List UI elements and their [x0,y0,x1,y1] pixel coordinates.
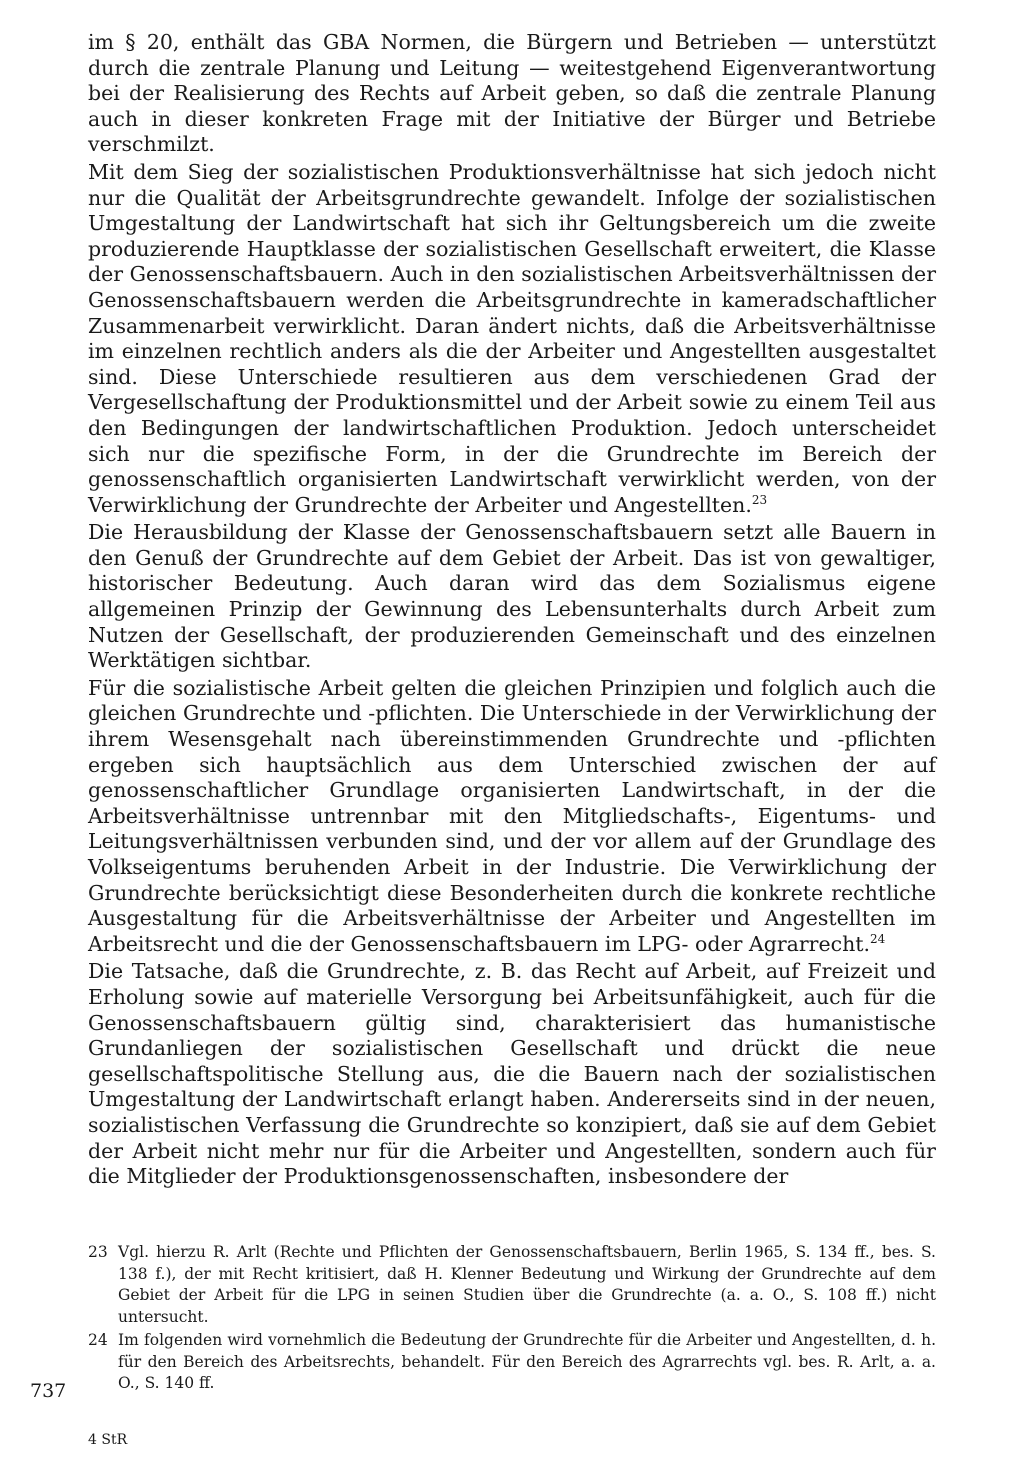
footnote-23 [88,1242,936,1328]
paragraph-4 [88,676,936,958]
footnote-number: 23 [88,1243,108,1261]
footnote-24 [88,1330,936,1395]
paragraph-1-text: im § 20, enthält das GBA Normen, die Bürgern und Betrieben — unterstützt durch die zentrale Planung und Leitung — weitestgehend Eigenverantwortung bei der Realisierung des Rechts auf Arbeit geben, so daß die zentrale Planung auch in dieser konkreten Frage mit der Initiative der Bürger und Betriebe verschmilzt. [88,30,936,157]
footnote-marker-23[interactable]: 23 [751,492,768,507]
paragraph-4-text: Für die sozialistische Arbeit gelten die gleichen Prinzipien und folglich auch die gleichen Grundrechte und -pflichten. Die Unterschiede in der Verwirklichung der ihrem Wesensgehalt nach übereinstimmenden Grundrechte und -pflichten ergeben sich hauptsächlich aus dem Unterschied zwischen der auf genossenschaftlicher Grundlage organisierten Landwirtschaft, in der die Arbeitsverhältnisse untrennbar mit den Mitgliedschafts-, Eigentums- und Leitungsverhältnissen verbunden sind, und der vor allem auf der Grundlage des Volkseigentums beruhenden Arbeit in der Industrie. Die Verwirklichung der Grundrechte berücksichtigt diese Besonderheiten durch die konkrete rechtliche Ausgestaltung für die Arbeitsverhältnisse der Arbeiter und Angestellten im Arbeitsrecht und die der Genossenschaftsbauern im LPG- oder Agrarrecht. [88,675,936,956]
paragraph-2 [88,160,936,518]
printer-signature: 4 StR [88,1432,128,1448]
body-text [88,30,936,1192]
paragraph-2-text: Mit dem Sieg der sozialistischen Produktionsverhältnisse hat sich jedoch nicht nur die Qualität der Arbeitsgrundrechte gewandelt. Infolge der sozialistischen Umgestaltung der Landwirtschaft hat sich ihr Geltungsbereich um die zweite produzierende Hauptklasse der sozialistischen Gesellschaft erweitert, die Klasse der Genossenschaftsbauern. Auch in den sozialistischen Arbeitsverhältnissen der Genossenschaftsbauern werden die Arbeitsgrundrechte in kameradschaftlicher Zusammenarbeit verwirklicht. Daran ändert nichts, daß die Arbeitsverhältnisse im einzelnen rechtlich anders als die der Arbeiter und Angestellten ausgestaltet sind. Diese Unterschiede resultieren aus dem verschiedenen Grad der Vergesellschaftung der Produktionsmittel und der Arbeit sowie zu einem Teil aus den Bedingungen der landwirtschaftlichen Produktion. Jedoch unterscheidet sich nur die spezifische Form, in der die Grundrechte im Bereich der genossenschaftlich organisierten Landwirtschaft verwirklicht werden, von der Verwirklichung der Grundrechte der Arbeiter und Angestellten. [88,159,936,517]
footnote-text: Im folgenden wird vornehmlich die Bedeutung der Grundrechte für die Arbeiter und Angestellten, d. h. für den Bereich des Arbeitsrechts, behandelt. Für den Bereich des Agrarrechts vgl. bes. R. Arlt, a. a. O., S. 140 ff. [118,1331,936,1392]
paragraph-3-text: Die Herausbildung der Klasse der Genossenschaftsbauern setzt alle Bauern in den Genuß der Grundrechte auf dem Gebiet der Arbeit. Das ist von gewaltiger, historischer Bedeutung. Auch daran wird das dem Sozialismus eigene allgemeinen Prinzip der Gewinnung des Lebensunterhalts durch Arbeit zum Nutzen der Gesellschaft, der produzierenden Gemeinschaft und des einzelnen Werktätigen sichtbar. [88,520,936,673]
footnotes [88,1242,936,1397]
paragraph-5-text: Die Tatsache, daß die Grundrechte, z. B. das Recht auf Arbeit, auf Freizeit und Erholung sowie auf materielle Versorgung bei Arbeitsunfähigkeit, auch für die Genossenschaftsbauern gültig sind, charakterisiert das humanistische Grundanliegen der sozialistischen Gesellschaft und drückt die neue gesellschaftspolitische Stellung aus, die die Bauern nach der sozialistischen Umgestaltung der Landwirtschaft erlangt haben. Andererseits sind in der neuen, sozialistischen Verfassung die Grundrechte so konzipiert, daß sie auf dem Gebiet der Arbeit nicht mehr nur für die Arbeiter und Angestellten, sondern auch für die Mitglieder der Produktionsgenossenschaften, insbesondere der [88,959,936,1189]
footnote-text: Vgl. hierzu R. Arlt (Rechte und Pflichten der Genossenschaftsbauern, Berlin 1965, S. 134 ff., bes. S. 138 f.), der mit Recht kritisiert, daß H. Klenner Bedeutung und Wirkung der Grundrechte auf dem Gebiet der Arbeit für die LPG in seinen Studien über die Grundrechte (a. a. O., S. 108 ff.) nicht untersucht. [118,1243,936,1326]
footnote-marker-24[interactable]: 24 [870,931,886,946]
page-number: 737 [30,1380,67,1402]
footnote-number: 24 [88,1331,108,1349]
paragraph-5 [88,959,936,1189]
paragraph-3 [88,520,936,674]
paragraph-1 [88,30,936,158]
